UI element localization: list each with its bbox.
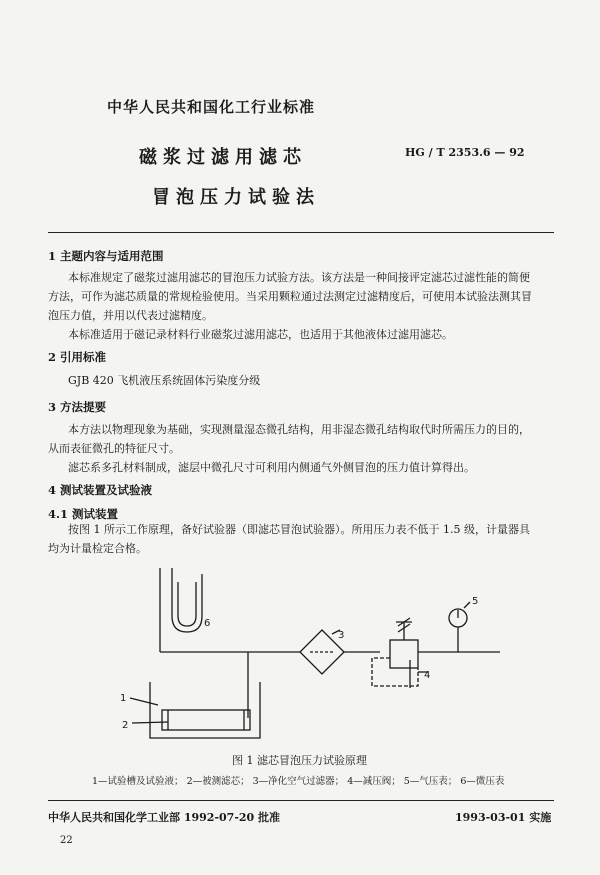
page-number: 22: [60, 835, 73, 846]
test-apparatus-schematic: [100, 560, 520, 740]
label-4: 4: [424, 670, 431, 681]
label-6: 6: [204, 618, 211, 629]
section-4-paragraph: 按图 1 所示工作原理，备好试验器（即滤芯冒泡试验器）。所用压力表不低于 1.5 级，计量器具: [68, 523, 530, 536]
section-4-1-heading: 4.1 测试装置: [48, 507, 119, 521]
leader-line-5: [464, 602, 470, 608]
section-1-paragraph: 本标准适用于磁记录材料行业磁浆过滤用滤芯，也适用于其他液体过滤用滤芯。: [68, 328, 453, 341]
title-line-1: 磁浆过滤用滤芯: [139, 147, 307, 168]
footer-divider: [48, 800, 554, 801]
effective-date: 1993-03-01 实施: [455, 811, 552, 824]
valve-spring: [396, 618, 412, 640]
figure-caption: 图 1 滤芯冒泡压力试验原理: [232, 754, 367, 767]
pressure-reducing-valve-icon: [390, 640, 418, 668]
label-5: 5: [472, 596, 479, 607]
section-1-paragraph: 泡压力值，并用以代表过滤精度。: [48, 309, 213, 322]
label-3: 3: [338, 630, 345, 641]
section-1-heading: 1 主题内容与适用范围: [48, 249, 164, 263]
valve-pilot-line: [372, 658, 418, 686]
section-4-heading: 4 测试装置及试验液: [48, 483, 153, 497]
figure-legend: 1—试验槽及试验液； 2—被测滤芯； 3—净化空气过滤器； 4—减压阀； 5—气压表； 6—微压表: [92, 776, 505, 787]
section-3-paragraph: 本方法以物理现象为基础，实现测量湿态微孔结构，用非湿态微孔结构取代时所需压力的目的，: [68, 423, 530, 436]
filter-end-caps: [168, 710, 244, 730]
title-line-2: 冒泡压力试验法: [152, 187, 320, 208]
section-3-paragraph: 滤芯系多孔材料制成，滤层中微孔尺寸可利用内侧通气外侧冒泡的压力值计算得出。: [68, 461, 475, 474]
micro-manometer-inner: [178, 582, 196, 626]
header-divider: [48, 232, 554, 233]
section-3-paragraph: 从而表征微孔的特征尺寸。: [48, 442, 180, 455]
approval-line: 中华人民共和国化学工业部 1992-07-20 批准: [48, 811, 281, 824]
section-1-paragraph: 方法，可作为滤芯质量的常规检验使用。当采用颗粒通过法测定过滤精度后，可使用本试验法测其冒: [48, 290, 532, 303]
section-3-heading: 3 方法提要: [48, 400, 107, 414]
label-2: 2: [122, 720, 129, 731]
section-2-heading: 2 引用标准: [48, 350, 107, 364]
label-1: 1: [120, 693, 127, 704]
section-4-paragraph: 均为计量检定合格。: [48, 542, 147, 555]
test-filter-element-icon: [162, 710, 250, 730]
reference-standard: GJB 420 飞机液压系统固体污染度分级: [68, 374, 261, 387]
micro-manometer-icon: [172, 568, 202, 632]
leader-line-1: [130, 698, 158, 705]
standard-code: HG / T 2353.6 — 92: [405, 146, 525, 159]
section-1-paragraph: 本标准规定了磁浆过滤用滤芯的冒泡压力试验方法。该方法是一种间接评定滤芯过滤性能的简便: [68, 271, 530, 284]
issuing-authority: 中华人民共和国化工行业标准: [107, 98, 316, 116]
